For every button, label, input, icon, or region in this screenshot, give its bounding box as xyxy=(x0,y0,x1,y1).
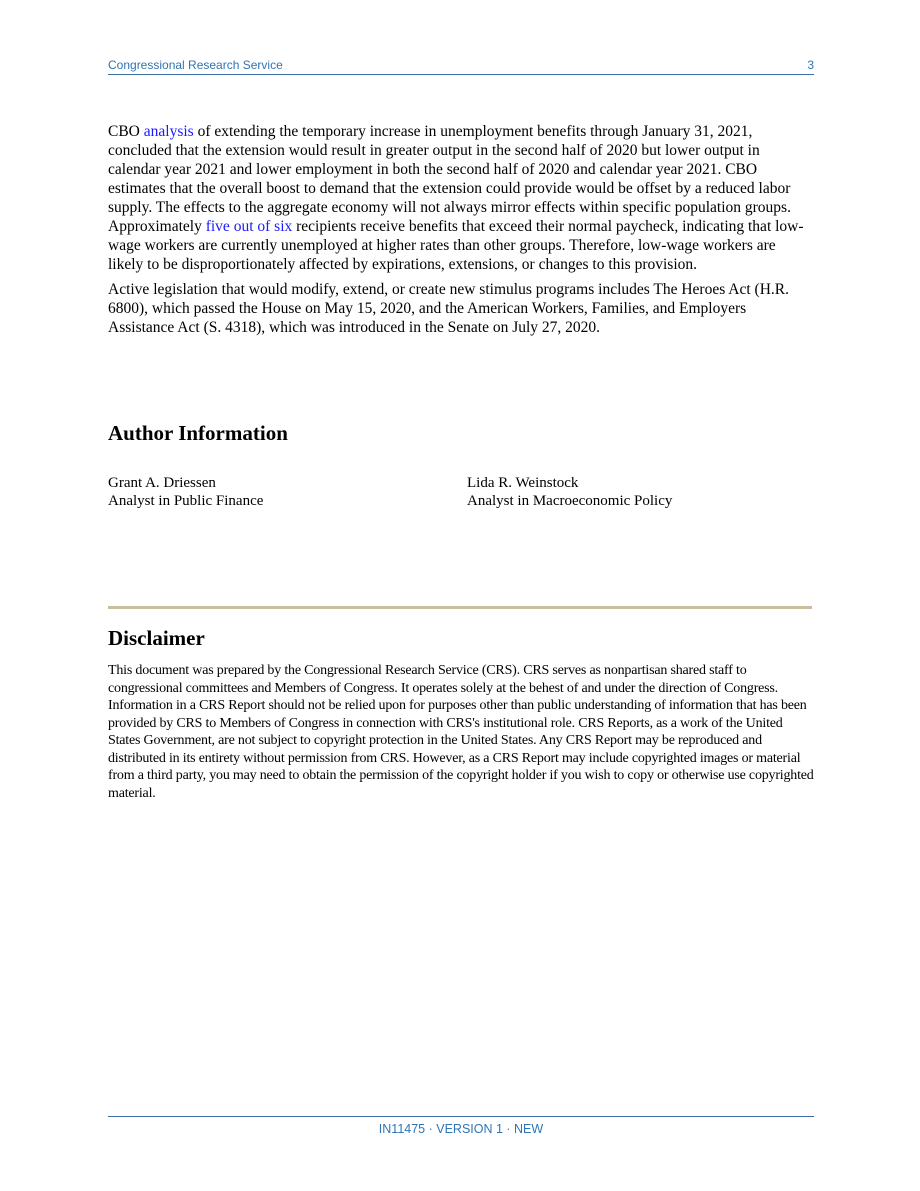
header-page-number: 3 xyxy=(807,58,814,72)
disclaimer-heading: Disclaimer xyxy=(108,626,205,650)
disclaimer-divider xyxy=(108,606,812,609)
five-out-of-six-link[interactable]: five out of six xyxy=(205,218,293,235)
body-paragraph-1 xyxy=(108,122,814,274)
body-paragraph-2: Active legislation that would modify, extend, or create new stimulus programs includes The Heroes Act (H.R. 6800), which passed the House on May 15, 2020, and the American Workers, Families, and Employers Assistance Act (S. 4318), which was introduced in the Senate on July 27, 2020. xyxy=(108,281,789,336)
author-title: Analyst in Public Finance xyxy=(108,493,264,509)
p1-middle: of extending the temporary increase in unemployment benefits through January 31, 2021, concluded that the extension would result in greater output in the second half of 2020 but lower output in calendar year 2021 and lower employment in both the second half of 2020 and calendar year 2021. CBO estimates that the overall boost to demand that the extension could provide would be offset by a reduced labor supply. The effects to the aggregate economy will not always mirror effects within specific population groups. Approximately xyxy=(108,123,791,235)
author-name: Lida R. Weinstock xyxy=(467,475,579,491)
disclaimer-text: This document was prepared by the Congressional Research Service (CRS). CRS serves as nonpartisan shared staff to congressional committees and Members of Congress. It operates solely at the behest of and under the direction of Congress. Information in a CRS Report should not be relied upon for purposes other than public understanding of information that has been provided by CRS to Members of Congress in connection with CRS's institutional role. CRS Reports, as a work of the United States Government, are not subject to copyright protection in the United States. Any CRS Report may be reproduced and distributed in its entirety without permission from CRS. However, as a CRS Report may include copyrighted images or material from a third party, you may need to obtain the permission of the copyright holder if you wish to copy or otherwise use copyrighted material. xyxy=(108,663,814,801)
page-header xyxy=(108,56,814,75)
author-2 xyxy=(467,474,672,510)
footer-divider xyxy=(108,1116,814,1117)
header-org-name: Congressional Research Service xyxy=(108,58,283,72)
author-name: Grant A. Driessen xyxy=(108,475,216,491)
body-text xyxy=(108,122,814,343)
author-information-heading: Author Information xyxy=(108,421,288,445)
p1-start: CBO xyxy=(108,123,144,140)
author-1 xyxy=(108,474,263,510)
analysis-link[interactable]: analysis xyxy=(143,123,194,140)
page-footer: IN11475 · VERSION 1 · NEW xyxy=(378,1122,544,1136)
p1-end: recipients receive benefits that exceed their normal paycheck, indicating that low-wage workers are currently unemployed at higher rates than other groups. Therefore, low-wage workers are likely to be disproportionately affected by expirations, extensions, or changes to this provision. xyxy=(108,218,804,273)
author-title: Analyst in Macroeconomic Policy xyxy=(467,493,673,509)
